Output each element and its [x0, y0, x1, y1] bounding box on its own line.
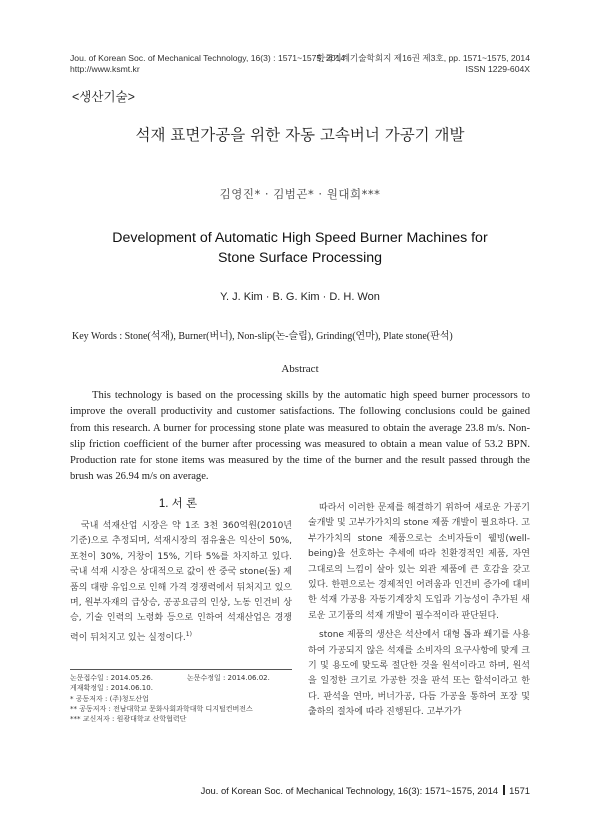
issn: ISSN 1229-604X — [465, 64, 530, 74]
journal-citation-ko: 한국기계기술학회지 제16권 제3호, pp. 1571~1575, 2014 — [316, 53, 530, 63]
page-number: 1571 — [509, 785, 530, 796]
paper-title-korean: 석재 표면가공을 위한 자동 고속버너 가공기 개발 — [135, 126, 465, 144]
intro-paragraph-3: stone 제품의 생산은 석산에서 대형 톱과 쐐기를 사용하여 가공되지 않은 석재를 소비자의 요구사항에 맞게 크기 및 용도에 맞도록 절단한 것을 원석이라고 하며, 원석을 일정한 크기로 가공한 것을 판석 또는 할석이라고 한다. 판석을 연마, 버너가공, 다듬 가공을 통하여 포장 및 출하의 절차에 따라 진행된다. 고부가가 — [308, 630, 530, 718]
body-column-right — [308, 501, 530, 721]
intro-paragraph-1-text: 국내 석재산업 시장은 약 1조 3천 360억원(2010년 기준)으로 추정되며, 석재시장의 점유율은 익산이 50%, 포천이 30%, 거창이 15%, 기타 5%를 차지하고 있다. 국내 석재 시장은 상대적으로 값이 싼 중국 stone(돌) 제품의 대량 유입으로 인해 가격 경쟁력에서 뒤처지고 있으며, 원부자재의 급상승, 공공요금의 인상, 노동 인건비 상승, 기술 인력의 노령화 등으로 인하여 석재산업은 경쟁력이 뒤처지고 있는 실정이다. — [70, 521, 292, 643]
journal-header-left — [70, 53, 345, 75]
footnote-author-2: ** 공동저자 : 전남대학교 문화사회과학대학 디지털컨버전스 — [70, 704, 253, 713]
footnote-author-1: * 공동저자 : (주)청도산업 — [70, 694, 149, 703]
accepted-date: 게재확정일 : 2014.06.10. — [70, 684, 153, 693]
abstract-heading: Abstract — [281, 363, 319, 375]
page-footer — [201, 785, 530, 796]
body-column-left — [70, 519, 292, 646]
revised-date: 논문수정일 : 2014.06.02. — [186, 674, 270, 682]
footnote-author-3: *** 교신저자 : 원광대학교 산학협력단 — [70, 715, 187, 724]
journal-citation-en: Jou. of Korean Soc. of Mechanical Technology, 16(3) : 1571~1575, 2014 — [70, 53, 346, 63]
abstract-text: This technology is based on the processing skills by the automatic high speed burner processors to improve the overall productivity and customer satisfactions. The following conclusions could be gained from this research. A burner for processing stone plate was measured to obtain the average 23.8 m/s. Non-slip friction coefficient of the burner after processing was measured to obtain a mean value of 53.2 BPN. Production rate for stone items was measured by the time of the burner and the result passed through the brush was 26.94 m/s on average. — [70, 390, 530, 483]
title-en-line2: Stone Surface Processing — [217, 250, 383, 266]
paper-title-english — [0, 228, 600, 268]
footer-separator — [503, 785, 505, 795]
journal-url[interactable]: http://www.ksmt.kr — [70, 64, 140, 74]
abstract-body — [70, 388, 530, 486]
footnote-dates-row — [70, 673, 300, 683]
received-date: 논문접수일 : 2014.05.26. — [70, 674, 153, 682]
title-en-line1: Development of Automatic High Speed Burner Machines for — [112, 230, 488, 246]
footnotes — [70, 673, 300, 724]
intro-paragraph-2: 따라서 이러한 문제를 해결하기 위하여 새로운 가공기술개발 및 고부가가치의 stone 제품 개발이 필요하다. 고부가가치의 stone 제품으로는 소비자들이 웰빙(well-being)을 선호하는 추세에 따라 친환경적인 제품, 자연 그대로의 느낌이 살아 있는 외관 제품에 큰 호감을 갖고 있다. 한편으로는 경제적인 어려움과 인건비 증가에 대비한 석재 가공용 자동기계장치 도입과 기능성이 추가된 새로운 고기품의 석재 개발이 필수적이라 판단된다. — [308, 503, 530, 621]
authors-english: Y. J. Kim · B. G. Kim · D. H. Won — [220, 291, 380, 303]
footer-journal: Jou. of Korean Soc. of Mechanical Technology, 16(3): 1571~1575, 2014 — [200, 785, 499, 796]
footnote-divider — [70, 669, 292, 670]
intro-paragraph-1 — [70, 519, 292, 646]
section-heading-introduction: 1. 서 론 — [158, 498, 198, 510]
paper-category: <생산기술> — [72, 90, 135, 104]
journal-header-right — [317, 53, 530, 75]
keywords: Key Words : Stone(석재), Burner(버너), Non-slip(논-슬립), Grinding(연마), Plate stone(판석) — [72, 331, 453, 342]
reference-marker[interactable]: 1) — [185, 630, 192, 638]
authors-korean: 김영진* · 김범곤* · 원대희*** — [219, 187, 381, 201]
